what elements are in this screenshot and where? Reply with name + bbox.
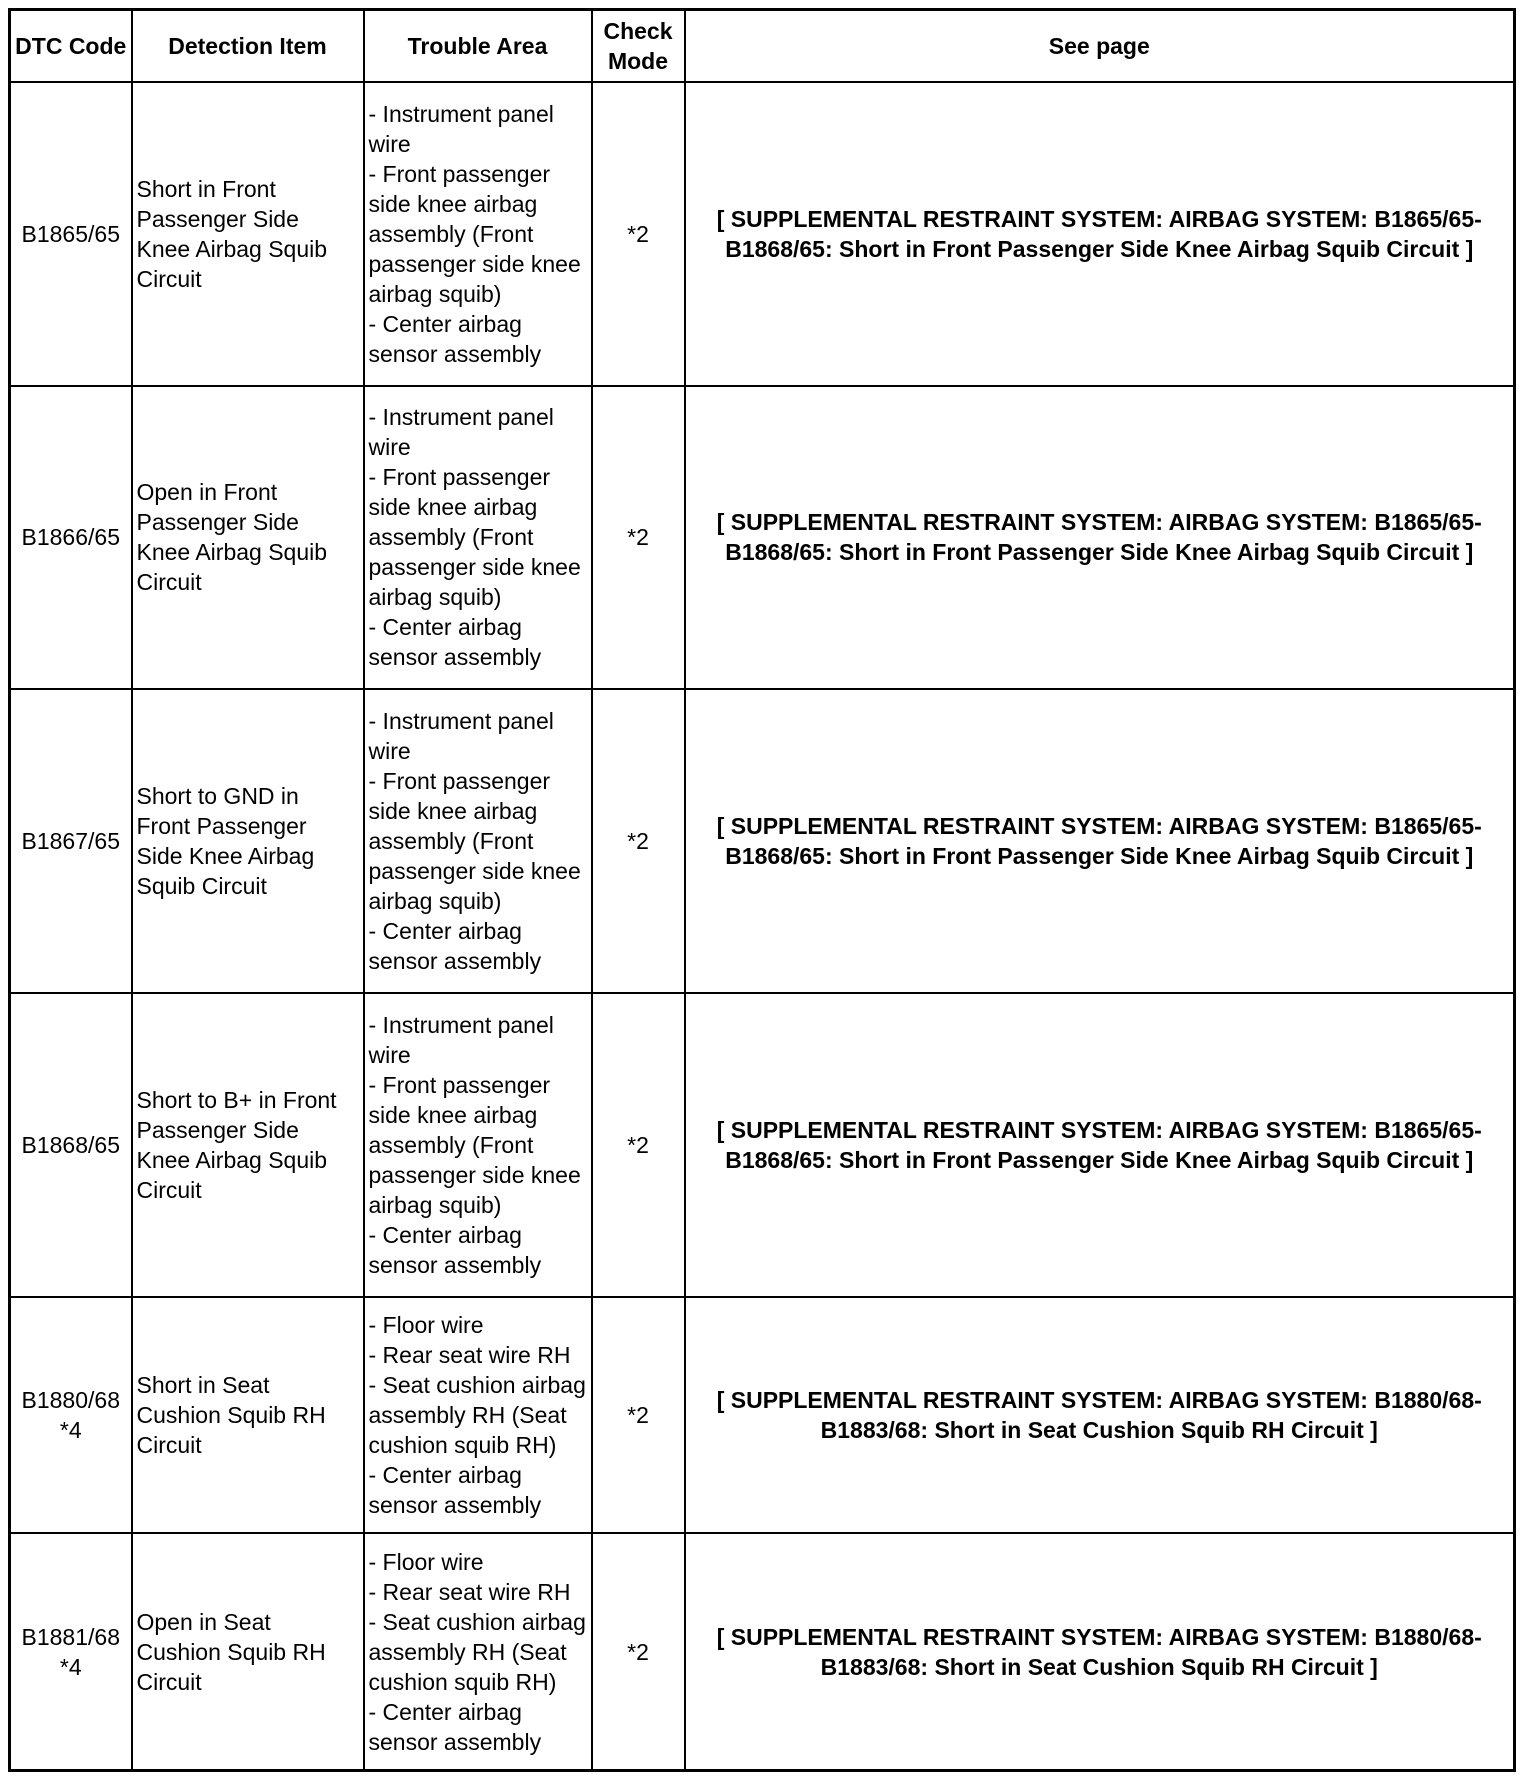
trouble-area-cell — [364, 386, 592, 690]
table-body — [10, 82, 1515, 1771]
detection-item-cell: Short in Front Passenger Side Knee Airbag Squib Circuit — [132, 82, 364, 386]
detection-item-cell: Open in Front Passenger Side Knee Airbag Squib Circuit — [132, 386, 364, 690]
check-mode-cell: *2 — [592, 82, 685, 386]
detection-item-cell: Short in Seat Cushion Squib RH Circuit — [132, 1297, 364, 1534]
detection-item-cell: Short to B+ in Front Passenger Side Knee Airbag Squib Circuit — [132, 993, 364, 1297]
see-page-link[interactable]: [ SUPPLEMENTAL RESTRAINT SYSTEM: AIRBAG SYSTEM: B1880/68-B1883/68: Short in Seat Cushion Squib RH Circuit ] — [685, 1533, 1515, 1770]
dtc-code: B1881/68 — [21, 1623, 120, 1650]
detection-item-cell: Short to GND in Front Passenger Side Knee Airbag Squib Circuit — [132, 689, 364, 993]
trouble-area-item: - Center airbag sensor assembly — [368, 310, 542, 367]
trouble-area-cell — [364, 82, 592, 386]
trouble-area-item: - Instrument panel wire — [368, 708, 554, 765]
detection-item-cell: Open in Seat Cushion Squib RH Circuit — [132, 1533, 364, 1770]
trouble-area-cell — [364, 993, 592, 1297]
check-mode-cell: *2 — [592, 689, 685, 993]
trouble-area-item: - Floor wire — [368, 1548, 484, 1575]
table-header — [10, 10, 1515, 83]
check-mode-cell: *2 — [592, 386, 685, 690]
trouble-area-item: - Instrument panel wire — [368, 404, 554, 461]
trouble-area-item: - Seat cushion airbag assembly RH (Seat cushion squib RH) — [368, 1371, 586, 1458]
see-page-link[interactable]: [ SUPPLEMENTAL RESTRAINT SYSTEM: AIRBAG SYSTEM: B1865/65-B1868/65: Short in Front Passenger Side Knee Airbag Squib Circuit ] — [685, 993, 1515, 1297]
see-page-link[interactable]: [ SUPPLEMENTAL RESTRAINT SYSTEM: AIRBAG SYSTEM: B1865/65-B1868/65: Short in Front Passenger Side Knee Airbag Squib Circuit ] — [685, 386, 1515, 690]
dtc-code: B1866/65 — [21, 524, 120, 551]
check-mode-cell: *2 — [592, 1297, 685, 1534]
table-row — [10, 82, 1515, 386]
header-row — [10, 10, 1515, 83]
trouble-area-item: - Front passenger side knee airbag assembly (Front passenger side knee airbag squib) — [368, 768, 581, 915]
dtc-code-note: *4 — [59, 1653, 82, 1680]
trouble-area-item: - Rear seat wire RH — [368, 1341, 571, 1368]
dtc-code-cell — [10, 993, 132, 1297]
check-mode-cell: *2 — [592, 1533, 685, 1770]
trouble-area-cell — [364, 1533, 592, 1770]
dtc-code: B1865/65 — [21, 220, 120, 247]
table-row — [10, 993, 1515, 1297]
header-detection-item: Detection Item — [132, 10, 364, 83]
dtc-code: B1868/65 — [21, 1131, 120, 1158]
table-row — [10, 1533, 1515, 1770]
trouble-area-item: - Front passenger side knee airbag assembly (Front passenger side knee airbag squib) — [368, 464, 581, 611]
dtc-code-cell — [10, 386, 132, 690]
trouble-area-item: - Seat cushion airbag assembly RH (Seat cushion squib RH) — [368, 1608, 586, 1695]
trouble-area-cell — [364, 1297, 592, 1534]
dtc-code-cell — [10, 1533, 132, 1770]
trouble-area-cell — [364, 689, 592, 993]
header-dtc-code: DTC Code — [10, 10, 132, 83]
trouble-area-item: - Center airbag sensor assembly — [368, 918, 542, 975]
dtc-table — [8, 8, 1516, 1772]
table-row — [10, 689, 1515, 993]
see-page-link[interactable]: [ SUPPLEMENTAL RESTRAINT SYSTEM: AIRBAG SYSTEM: B1880/68-B1883/68: Short in Seat Cushion Squib RH Circuit ] — [685, 1297, 1515, 1534]
trouble-area-item: - Rear seat wire RH — [368, 1578, 571, 1605]
see-page-link[interactable]: [ SUPPLEMENTAL RESTRAINT SYSTEM: AIRBAG SYSTEM: B1865/65-B1868/65: Short in Front Passenger Side Knee Airbag Squib Circuit ] — [685, 82, 1515, 386]
header-trouble-area: Trouble Area — [364, 10, 592, 83]
trouble-area-item: - Center airbag sensor assembly — [368, 1461, 542, 1518]
trouble-area-item: - Floor wire — [368, 1311, 484, 1338]
trouble-area-item: - Center airbag sensor assembly — [368, 614, 542, 671]
header-check-mode: Check Mode — [592, 10, 685, 83]
dtc-code-note: *4 — [59, 1416, 82, 1443]
dtc-code-cell — [10, 82, 132, 386]
see-page-link[interactable]: [ SUPPLEMENTAL RESTRAINT SYSTEM: AIRBAG SYSTEM: B1865/65-B1868/65: Short in Front Passenger Side Knee Airbag Squib Circuit ] — [685, 689, 1515, 993]
header-see-page: See page — [685, 10, 1515, 83]
trouble-area-item: - Instrument panel wire — [368, 1011, 554, 1068]
dtc-code: B1867/65 — [21, 828, 120, 855]
trouble-area-item: - Center airbag sensor assembly — [368, 1221, 542, 1278]
trouble-area-item: - Instrument panel wire — [368, 100, 554, 157]
trouble-area-item: - Front passenger side knee airbag assembly (Front passenger side knee airbag squib) — [368, 160, 581, 307]
dtc-code: B1880/68 — [21, 1386, 120, 1413]
check-mode-cell: *2 — [592, 993, 685, 1297]
table-row — [10, 1297, 1515, 1534]
trouble-area-item: - Center airbag sensor assembly — [368, 1698, 542, 1755]
table-row — [10, 386, 1515, 690]
dtc-code-cell — [10, 1297, 132, 1534]
dtc-code-cell — [10, 689, 132, 993]
trouble-area-item: - Front passenger side knee airbag assembly (Front passenger side knee airbag squib) — [368, 1071, 581, 1218]
